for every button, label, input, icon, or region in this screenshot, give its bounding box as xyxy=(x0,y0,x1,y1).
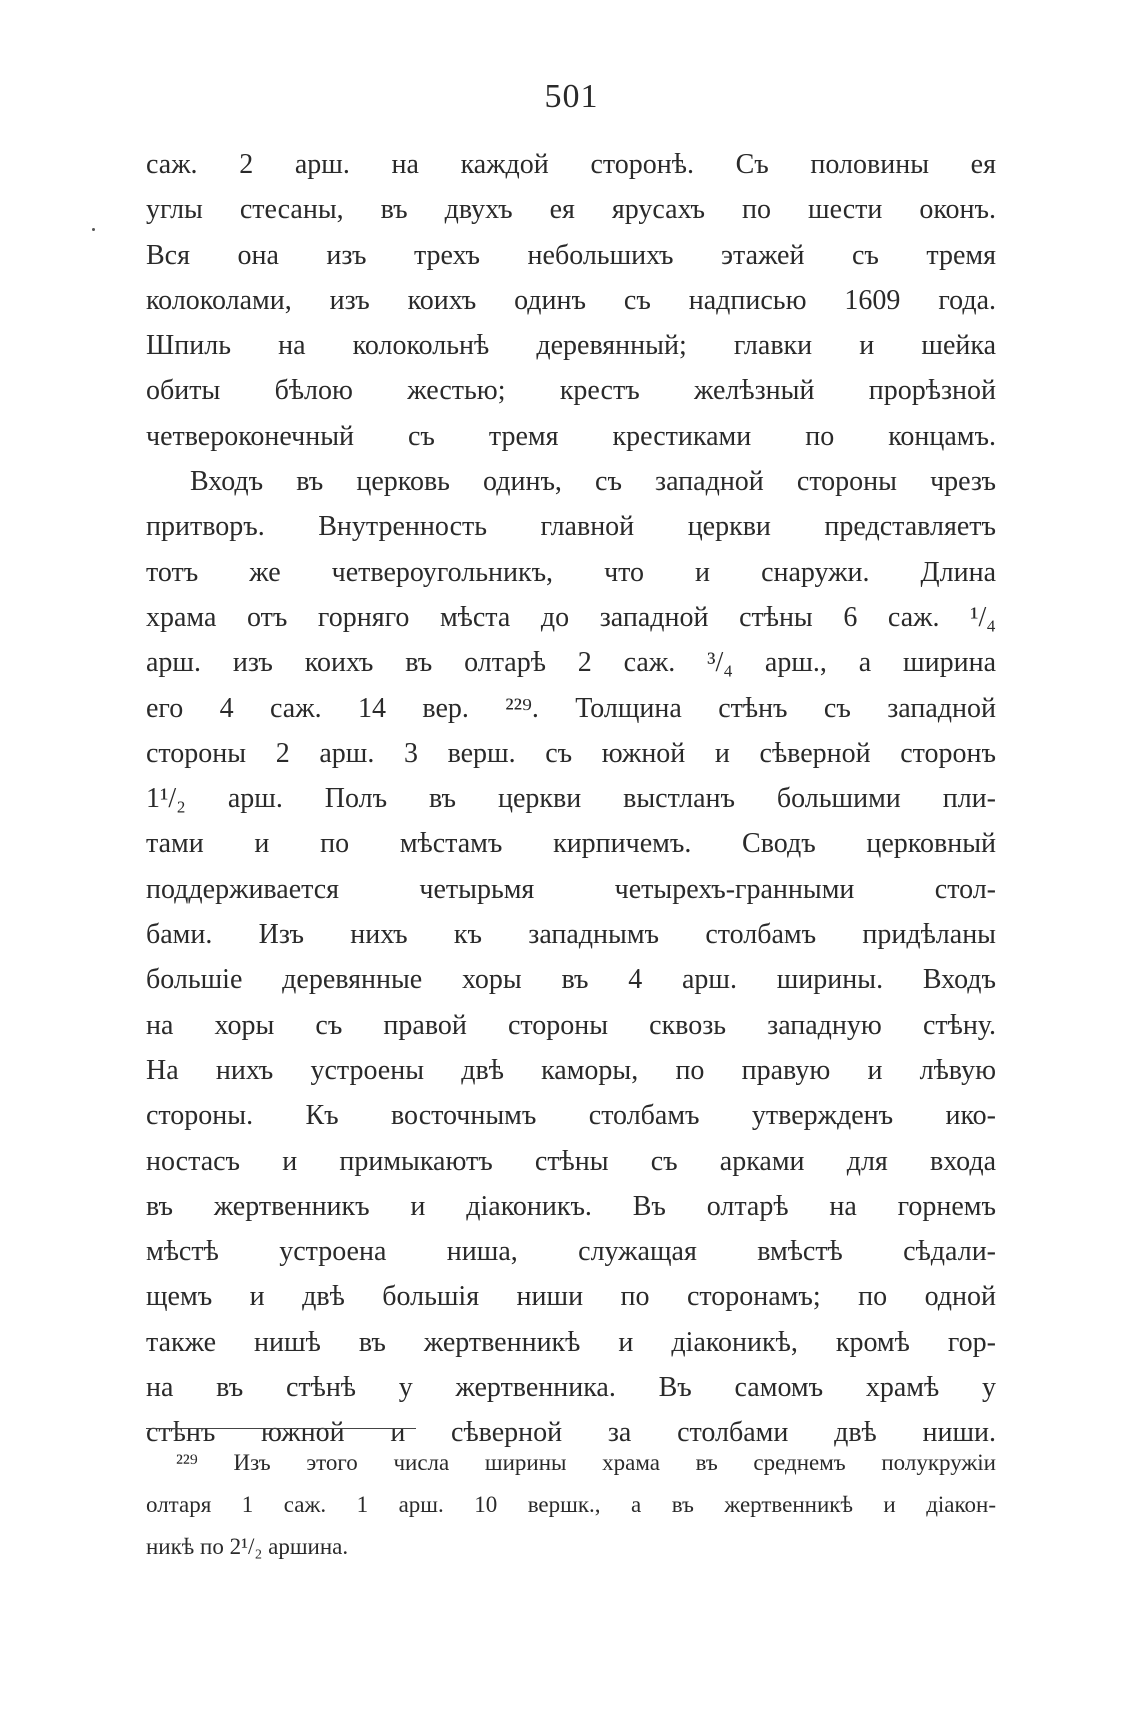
footnote-divider xyxy=(146,1428,416,1429)
text-line: на въ стѣнѣ у жертвенника. Въ самомъ храмѣ у xyxy=(146,1372,996,1404)
text-line: На нихъ устроены двѣ каморы, по правую и лѣвую xyxy=(146,1054,996,1086)
page-number: 501 xyxy=(544,78,599,115)
text-line: большіе деревянные хоры въ 4 арш. ширины. Входъ xyxy=(146,964,996,996)
text-line: храма отъ горняго мѣста до западной стѣны 6 саж. ¹/₄ xyxy=(146,601,996,633)
text-line: притворъ. Внутренность главной церкви представляетъ xyxy=(146,511,996,543)
text-line: Входъ въ церковь одинъ, съ западной стороны чрезъ xyxy=(190,466,996,498)
text-line: 1¹/₂ арш. Полъ въ церкви выстланъ большими пли- xyxy=(146,783,996,815)
text-line: обиты бѣлою жестью; крестъ желѣзный прорѣзной xyxy=(146,375,996,407)
text-line: арш. изъ коихъ въ олтарѣ 2 саж. ³/₄ арш., а ширина xyxy=(146,647,996,679)
text-line: щемъ и двѣ большія ниши по сторонамъ; по одной xyxy=(146,1281,996,1313)
text-line: саж. 2 арш. на каждой сторонѣ. Съ половины ея xyxy=(146,149,996,180)
text-line: стѣнъ южной и сѣверной за столбами двѣ ниши. xyxy=(146,1417,996,1449)
text-line: на хоры съ правой стороны сквозь западную стѣну. xyxy=(146,1009,996,1041)
text-line: четвероконечный съ тремя крестиками по концамъ. xyxy=(146,420,996,452)
footnotes xyxy=(146,1442,996,1568)
text-line: бами. Изъ нихъ къ западнымъ столбамъ придѣланы xyxy=(146,919,996,951)
text-line: мѣстѣ устроена ниша, служащая вмѣстѣ сѣдали- xyxy=(146,1236,996,1268)
text-line: также нишѣ въ жертвенникѣ и діаконикѣ, кромѣ гор- xyxy=(146,1326,996,1358)
text-line: тами и по мѣстамъ кирпичемъ. Сводъ церковный xyxy=(146,828,996,860)
text-line: тотъ же четвероугольникъ, что и снаружи. Длина xyxy=(146,556,996,588)
footnote-line: олтаря 1 саж. 1 арш. 10 вершк., а въ жертвенникѣ и діакон- xyxy=(146,1492,996,1517)
text-line: ностасъ и примыкаютъ стѣны съ арками для входа xyxy=(146,1145,996,1177)
print-speck xyxy=(92,228,95,231)
text-line: Шпиль на колокольнѣ деревянный; главки и шейка xyxy=(146,330,996,362)
text-line: колоколами, изъ коихъ одинъ съ надписью 1609 года. xyxy=(146,284,996,316)
text-line: поддерживается четырьмя четырехъ-гранными стол- xyxy=(146,873,996,905)
footnote-line: ²²⁹ Изъ этого числа ширины храма въ среднемъ полукружіи xyxy=(176,1450,996,1475)
text-line: въ жертвенникъ и діаконикъ. Въ олтарѣ на горнемъ xyxy=(146,1190,996,1222)
text-line: Вся она изъ трехъ небольшихъ этажей съ тремя xyxy=(146,239,996,271)
text-line: его 4 саж. 14 вер. ²²⁹. Толщина стѣнъ съ западной xyxy=(146,692,996,724)
footnote-line: никѣ по 2¹/₂ аршина. xyxy=(146,1534,349,1559)
body-text xyxy=(146,142,996,1456)
text-line: стороны. Къ восточнымъ столбамъ утвержденъ ико- xyxy=(146,1100,996,1132)
text-line: стороны 2 арш. 3 верш. съ южной и сѣверной сторонъ xyxy=(146,737,996,769)
text-line: углы стесаны, въ двухъ ея ярусахъ по шести оконъ. xyxy=(146,194,996,226)
